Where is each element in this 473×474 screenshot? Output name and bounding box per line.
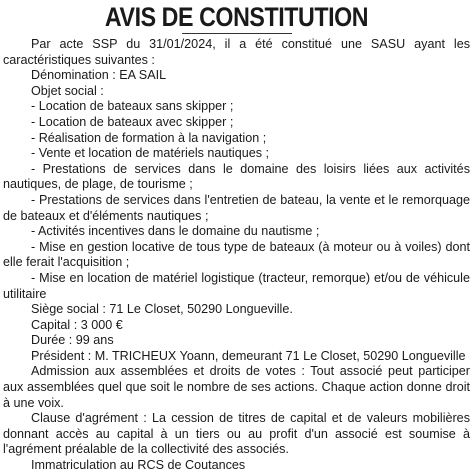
approval-clause: Clause d'agrément : La cession de titres de capital et de valeurs mobilières donnant accès au capital à un tiers ou au profit d'un associé est soumise à l'agrément préalable de la collectivité des associés. [3,411,470,457]
duration: Durée : 99 ans [31,333,114,348]
title-divider [182,33,292,34]
company-name: Dénomination : EA SAIL [31,68,167,83]
purpose-item: - Location de bateaux avec skipper ; [31,114,234,129]
voting-rights: Admission aux assemblées et droits de votes : Tout associé peut participer aux assemblées quel que soit le nombre de ses actions. Chaque action donne droit à une voix. [3,364,470,410]
purpose-item: - Vente et location de matériels nautiques ; [31,146,270,161]
purpose-item: - Mise en location de matériel logistique (tracteur, remorque) et/ou de véhicule utilitaire [3,270,470,301]
president: Président : M. TRICHEUX Yoann, demeurant 71 Le Closet, 50290 Longueville [31,348,466,363]
share-capital: Capital : 3 000 € [31,317,123,332]
purpose-item: - Prestations de services dans l'entretien de bateau, la vente et le remorquage de bateaux et d'éléments nautiques ; [3,192,470,223]
intro-paragraph: Par acte SSP du 31/01/2024, il a été constitué une SASU ayant les caractéristiques suivantes : [3,37,470,67]
purpose-item: - Mise en gestion locative de tous type de bateaux (à moteur ou à voiles) dont elle ferait l'acquisition ; [3,239,470,270]
purpose-heading: Objet social : [31,83,104,98]
purpose-item: - Activités incentives dans le domaine du nautisme ; [31,224,320,239]
legal-notice [3,0,470,474]
notice-title: AVIS DE CONSTITUTION [104,2,369,32]
registration: Immatriculation au RCS de Coutances [31,458,246,473]
purpose-item: - Prestations de services dans le domaine des loisirs liées aux activités nautiques, de plage, de tourisme ; [3,161,470,192]
purpose-item: - Réalisation de formation à la navigation ; [31,130,267,145]
registered-office: Siège social : 71 Le Closet, 50290 Longueville. [31,302,293,317]
purpose-item: - Location de bateaux sans skipper ; [31,99,234,114]
